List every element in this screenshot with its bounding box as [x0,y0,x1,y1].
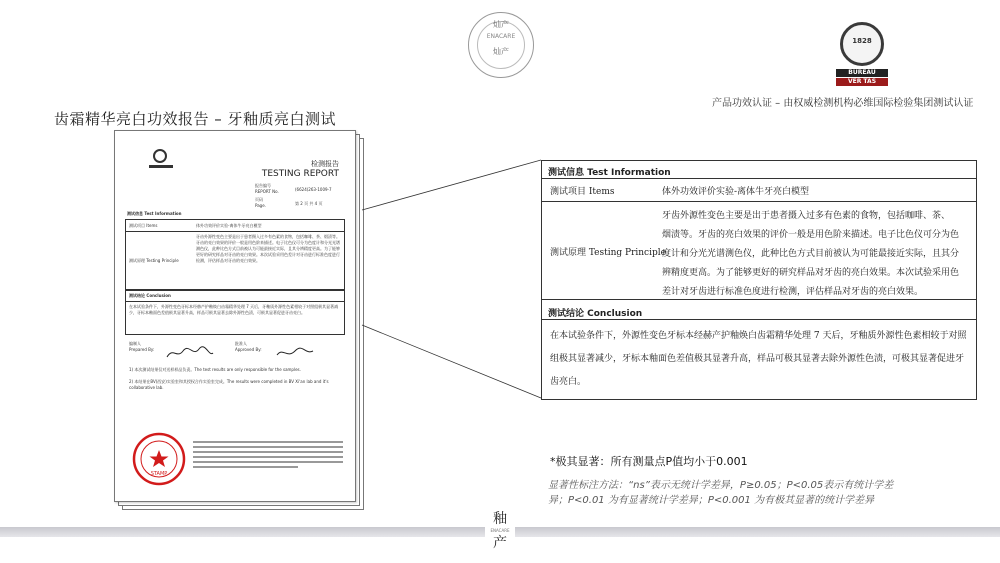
thumb-page-value: 第 2 页 共 4 页 [295,201,323,206]
thumb-conclusion-text: 在本试验条件下，外源性变色牙标本经赫产护釉焕白齿霜精华处理 7 天后，牙釉质外源性色素相较于对照组极其显著减少，牙标本釉面色差值极其显著升高，样品可极其显著去除外源性色渍，可极其显著促进牙齿亮白。 [129,304,339,315]
thumb-note-2: 2) 本结果在BV(西安)实验室和其授权合作实验室完成。The results were completed in BV Xi'an lab and it's collaborative lab. [129,379,329,390]
detail-conclusion-line: 齿亮白。 [550,377,587,387]
seal-text-brand: ENACARE [486,33,516,40]
detail-principle-line: 烟渍等。牙齿的亮白效果的评价一般是用色阶来描述。电子比色仪可分为色 [662,230,960,240]
detail-item-label: 测试项目 Items [550,187,615,197]
detail-conclusion-line: 组极其显著减少，牙标本釉面色差值极其显著升高，样品可极其显著去除外源性色渍，可极其显著促进牙 [550,354,965,364]
thumb-approved-label-en: Approved By: [235,347,262,352]
footer-brand-logo [485,510,515,563]
detail-principle-line: 度计和分光光谱测色仪，此种比色方式目前被认为可能最接近实际，且其分 [662,249,960,259]
detail-principle-line: 辨精度更高。为了能够更好的研究样品对牙齿的亮白效果。本次试验采用色 [662,268,960,278]
report-detail-zoom [541,160,977,400]
bv-logo-line1: BUREAU [836,69,888,77]
detail-principle-text [662,207,959,302]
bv-logo-line2: VER TAS [836,78,888,86]
footer-logo-char-1: 釉 [493,511,507,527]
thumb-report-no-label: 报告编号 [255,183,271,188]
detail-principle-line: 牙齿外源性变色主要是出于患者摄入过多有色素的食物，包括咖啡、茶、 [662,211,951,221]
seal-text-top: 灿产 [493,20,509,29]
thumb-page-label: 页码 [255,197,263,202]
thumb-principle-label: 测试原理 Testing Principle [129,258,179,263]
thumb-title-cn: 检测报告 [311,160,339,168]
footer-logo-char-2: 产 [493,535,507,551]
detail-principle-label: 测试原理 Testing Principle [550,248,666,258]
page-title: 齿霜精华亮白功效报告 – 牙釉质亮白测试 [54,110,337,128]
significance-note-line: 异；P<0.01 为有显著统计学差异；P<0.001 为有极其显著的统计学差异 [548,495,875,506]
detail-conclusion-header: 测试结论 Conclusion [548,309,643,319]
thumb-prepared-label: 编制人 [129,341,141,346]
thumb-item-value: 体外功效评价实验-离体牛牙亮白模型 [196,223,262,228]
bv-logo-year: 1828 [852,37,872,45]
thumb-report-no-label-en: REPORT No. [255,189,279,194]
thumb-prepared-label-en: Prepared By: [129,347,155,352]
thumb-info-header: 测试信息 Test Information [127,211,182,216]
detail-principle-line: 差计对牙齿进行标准色度进行检测，评估样品对牙齿的亮白效果。 [662,287,924,297]
footer-logo-brand: ENACARE [490,528,510,533]
thumb-report-no: (6624)263-1009-7 [295,187,332,192]
significance-summary: *极其显著：所有测量点P值均小于0.001 [550,455,748,468]
detail-conclusion-line: 在本试验条件下，外源性变色牙标本经赫产护釉焕白齿霜精华处理 7 天后，牙釉质外源性色素相较于对照 [550,331,967,341]
thumb-approved-label: 批准人 [235,341,247,346]
thumb-title-en: TESTING REPORT [261,169,339,179]
thumb-item-label: 测试项目 Items [129,223,158,228]
thumb-conclusion-header: 测试结论 Conclusion [129,293,171,298]
thumb-note-1: 1) 本次测试结果仅对送样样品负责。The test results are only responsible for the samples. [129,367,301,372]
significance-note-line: 显著性标注方法：“ns”表示无统计学差异，P≥0.05；P<0.05表示有统计学差 [548,480,894,491]
thumb-page-label-en: Page. [255,203,266,208]
detail-item-value: 体外功效评价实验-离体牛牙亮白模型 [662,187,810,197]
significance-notation [548,478,968,508]
detail-conclusion-text [550,325,966,394]
detail-info-header: 测试信息 Test Information [548,168,671,178]
certification-caption: 产品功效认证 – 由权威检测机构必维国际检验集团测试认证 [712,98,974,109]
thumb-principle-text: 牙齿外源性变色主要是出于患者摄入过多有色素的食物，包括咖啡、茶、烟渍等。牙齿的亮白效果的评价一般是用色阶来描述。电子比色仪可分为色度计和分光光谱测色仪，此种比色方式目前被认为可能最接近实际，且其分辨精度更高。为了能够更好的研究样品对牙齿的亮白效果。本次试验采用色差计对牙齿进行标准色度进行检测，评估样品对牙齿的亮白效果。 [196,234,340,263]
thumb-stamp-text: STAMP [150,471,168,477]
seal-text-bottom: 灿产 [493,47,509,56]
